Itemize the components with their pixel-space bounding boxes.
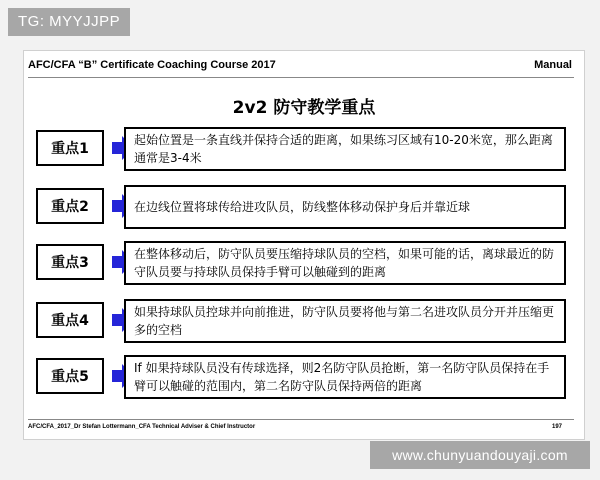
footer-credit: AFC/CFA_2017_Dr Stefan Lottermann_CFA Technical Adviser & Chief Instructor bbox=[28, 424, 256, 430]
key-point-text bbox=[124, 299, 566, 343]
key-point-text bbox=[124, 355, 566, 399]
key-point-text bbox=[124, 127, 566, 171]
course-header: AFC/CFA “B” Certificate Coaching Course 2017 bbox=[28, 59, 276, 71]
key-point-row bbox=[24, 299, 584, 343]
key-point-label: 重点3 bbox=[36, 244, 104, 280]
key-point-text-content: 在边线位置将球传给进攻队员，防线整体移动保护身后并靠近球 bbox=[134, 200, 471, 214]
manual-label: Manual bbox=[534, 59, 572, 71]
key-point-label: 重点2 bbox=[36, 188, 104, 224]
page-number: 197 bbox=[551, 424, 562, 430]
key-point-row bbox=[24, 355, 584, 399]
source-tag: TG: MYYJJPP bbox=[8, 8, 130, 36]
key-point-label: 重点1 bbox=[36, 130, 104, 166]
key-point-row bbox=[24, 185, 584, 229]
key-point-text bbox=[124, 241, 566, 285]
key-point-text bbox=[124, 185, 566, 229]
slide-page bbox=[23, 50, 585, 440]
key-point-text-content: 如果持球队员控球并向前推进，防守队员要将他与第二名进攻队员分开并压缩更多的空档 bbox=[134, 305, 555, 337]
watermark-banner: www.chunyuandouyaji.com bbox=[370, 441, 590, 469]
key-point-label: 重点5 bbox=[36, 358, 104, 394]
key-point-row bbox=[24, 241, 584, 285]
key-point-row bbox=[24, 127, 584, 171]
header-divider bbox=[28, 77, 574, 78]
key-point-label: 重点4 bbox=[36, 302, 104, 338]
key-point-text-content: If 如果持球队员没有传球选择，则2名防守队员抢断，第一名防守队员保持在手臂可以触碰的范围内，第二名防守队员保持两倍的距离 bbox=[134, 361, 550, 393]
key-point-text-content: 在整体移动后，防守队员要压缩持球队员的空档，如果可能的话，离球最近的防守队员要与持球队员保持手臂可以触碰到的距离 bbox=[134, 247, 555, 279]
key-point-text-content: 起始位置是一条直线并保持合适的距离，如果练习区域有10-20米宽，那么距离通常是3-4米 bbox=[134, 133, 553, 165]
page-title: 2v2 防守教学重点 bbox=[232, 98, 376, 118]
footer-divider bbox=[28, 419, 574, 420]
